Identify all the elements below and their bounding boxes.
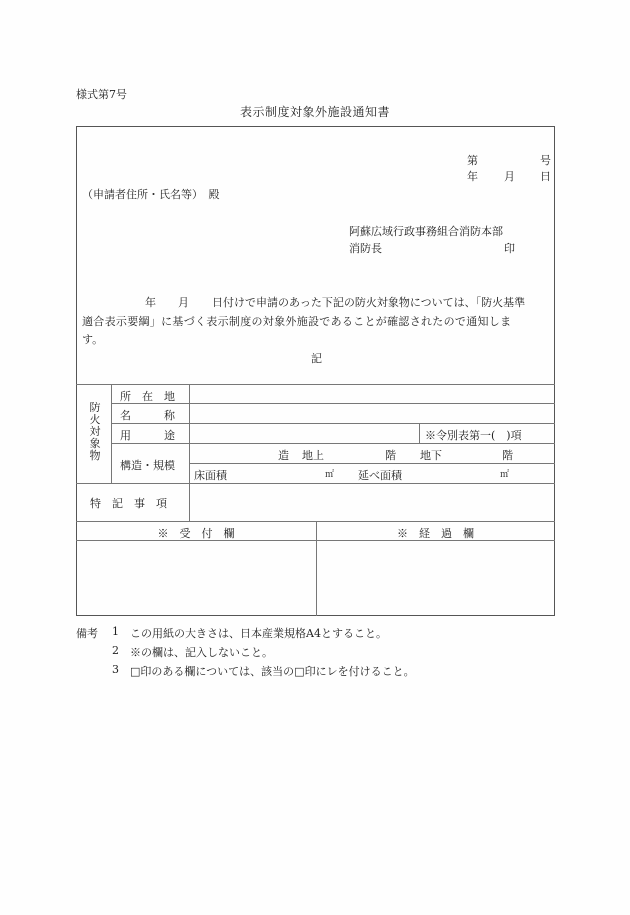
structure-floor-1: 階 — [385, 449, 396, 462]
divider — [111, 384, 112, 483]
row-label-structure: 構造・規模 — [120, 459, 175, 472]
body-year: 年 — [145, 296, 156, 309]
reception-field[interactable] — [77, 541, 315, 615]
special-notes-field[interactable] — [190, 484, 554, 520]
progress-field[interactable] — [317, 541, 554, 615]
location-field[interactable] — [190, 384, 554, 403]
progress-header: ※ 経 過 欄 — [397, 527, 474, 540]
body-line-2: 適合表示要綱」に基づく表示制度の対象外施設であることが確認されたので通知しま — [82, 315, 512, 328]
date-day: 日 — [540, 170, 551, 183]
special-notes-label: 特 記 事 項 — [90, 497, 167, 510]
body-line-3: す。 — [82, 333, 104, 346]
body-line-1: 日付けで申請のあった下記の防火対象物については、「防火基準 — [212, 296, 526, 309]
floor-area-label: 床面積 — [194, 469, 227, 482]
body-month: 月 — [178, 296, 189, 309]
row-label-name: 名 称 — [120, 409, 175, 422]
date-month: 月 — [504, 170, 515, 183]
seal-mark: 印 — [504, 242, 515, 255]
row-label-use: 用 途 — [120, 429, 175, 442]
structure-above: 地上 — [302, 449, 324, 462]
total-area-label: 延べ面積 — [358, 469, 402, 482]
remarks-label: 備考 — [76, 627, 98, 640]
name-field[interactable] — [190, 404, 554, 423]
issuer-title: 消防長 — [349, 242, 382, 255]
divider — [189, 463, 555, 464]
use-field[interactable] — [190, 424, 418, 443]
floor-area-unit: ㎡ — [325, 470, 335, 480]
ki-heading: 記 — [311, 352, 322, 365]
addressee: （申請者住所・氏名等） 殿 — [82, 188, 220, 201]
remark-text: ※の欄は、記入しないこと。 — [130, 646, 273, 659]
structure-below: 地下 — [420, 449, 442, 462]
number-prefix: 第 — [467, 154, 478, 167]
remark-num: 2 — [112, 644, 119, 657]
total-area-unit: ㎡ — [500, 470, 510, 480]
reception-header: ※ 受 付 欄 — [157, 527, 235, 540]
structure-zou: 造 — [278, 449, 289, 462]
group-label: 防火対象物 — [89, 401, 101, 462]
row-label-location: 所 在 地 — [120, 390, 175, 403]
remark-text: この用紙の大きさは、日本産業規格A4とすること。 — [130, 627, 387, 640]
form-number: 様式第7号 — [76, 88, 127, 101]
divider — [419, 423, 420, 443]
use-note: ※令別表第一( )項 — [425, 429, 522, 442]
divider — [111, 443, 555, 444]
remark-num: 3 — [112, 663, 119, 676]
document-title: 表示制度対象外施設通知書 — [239, 105, 390, 119]
remark-num: 1 — [112, 625, 119, 638]
remark-text: □印のある欄については、該当の□印にレを付けること。 — [130, 665, 415, 678]
structure-floor-2: 階 — [502, 449, 513, 462]
date-year: 年 — [467, 170, 478, 183]
issuer-org: 阿蘇広域行政事務組合消防本部 — [349, 225, 503, 238]
number-suffix: 号 — [540, 154, 551, 167]
